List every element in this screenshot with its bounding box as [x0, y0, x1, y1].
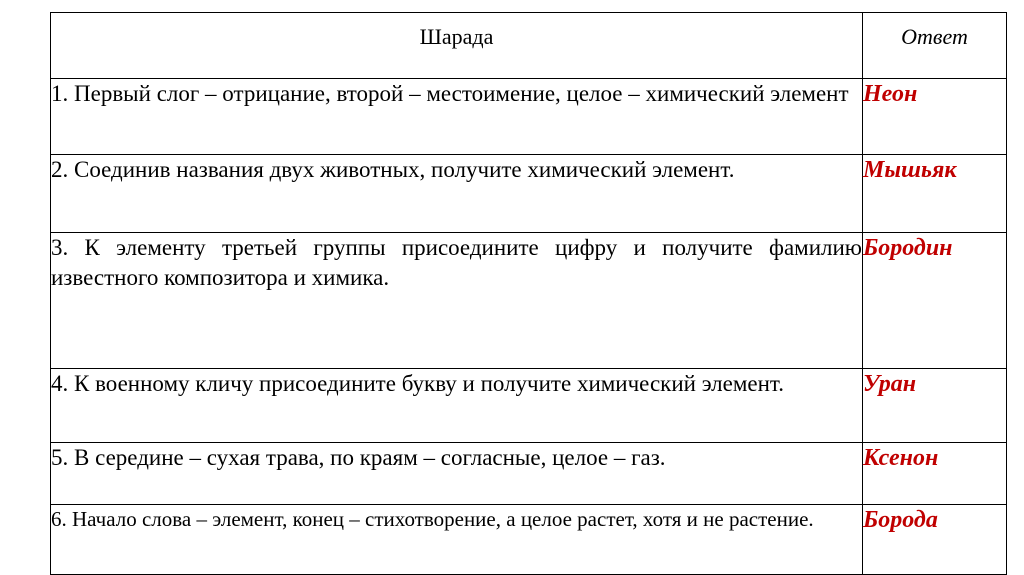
table-row: [51, 443, 1007, 505]
riddle-cell: 6. Начало слова – элемент, конец – стихотворение, а целое растет, хотя и не растение.: [51, 505, 863, 575]
answer-cell: Уран: [863, 369, 1007, 443]
header-answer: Ответ: [863, 13, 1007, 79]
answer-cell: Бородин: [863, 233, 1007, 369]
riddle-cell: 4. К военному кличу присоедините букву и получите химический элемент.: [51, 369, 863, 443]
answer-cell: Неон: [863, 79, 1007, 155]
riddle-cell: 3. К элементу третьей группы присоедините цифру и получите фамилию известного композитора и химика.: [51, 233, 863, 369]
answer-cell: Мышьяк: [863, 155, 1007, 233]
answer-cell: Борода: [863, 505, 1007, 575]
table-row: [51, 155, 1007, 233]
riddle-cell: 2. Соединив названия двух животных, получите химический элемент.: [51, 155, 863, 233]
riddle-cell: 5. В середине – сухая трава, по краям – согласные, целое – газ.: [51, 443, 863, 505]
table-header-row: [51, 13, 1007, 79]
table-row: [51, 369, 1007, 443]
header-riddle: Шарада: [51, 13, 863, 79]
answer-cell: Ксенон: [863, 443, 1007, 505]
riddle-cell: 1. Первый слог – отрицание, второй – местоимение, целое – химический элемент: [51, 79, 863, 155]
table-row: [51, 505, 1007, 575]
table-row: [51, 79, 1007, 155]
charade-table: [50, 12, 1007, 575]
table-row: [51, 233, 1007, 369]
